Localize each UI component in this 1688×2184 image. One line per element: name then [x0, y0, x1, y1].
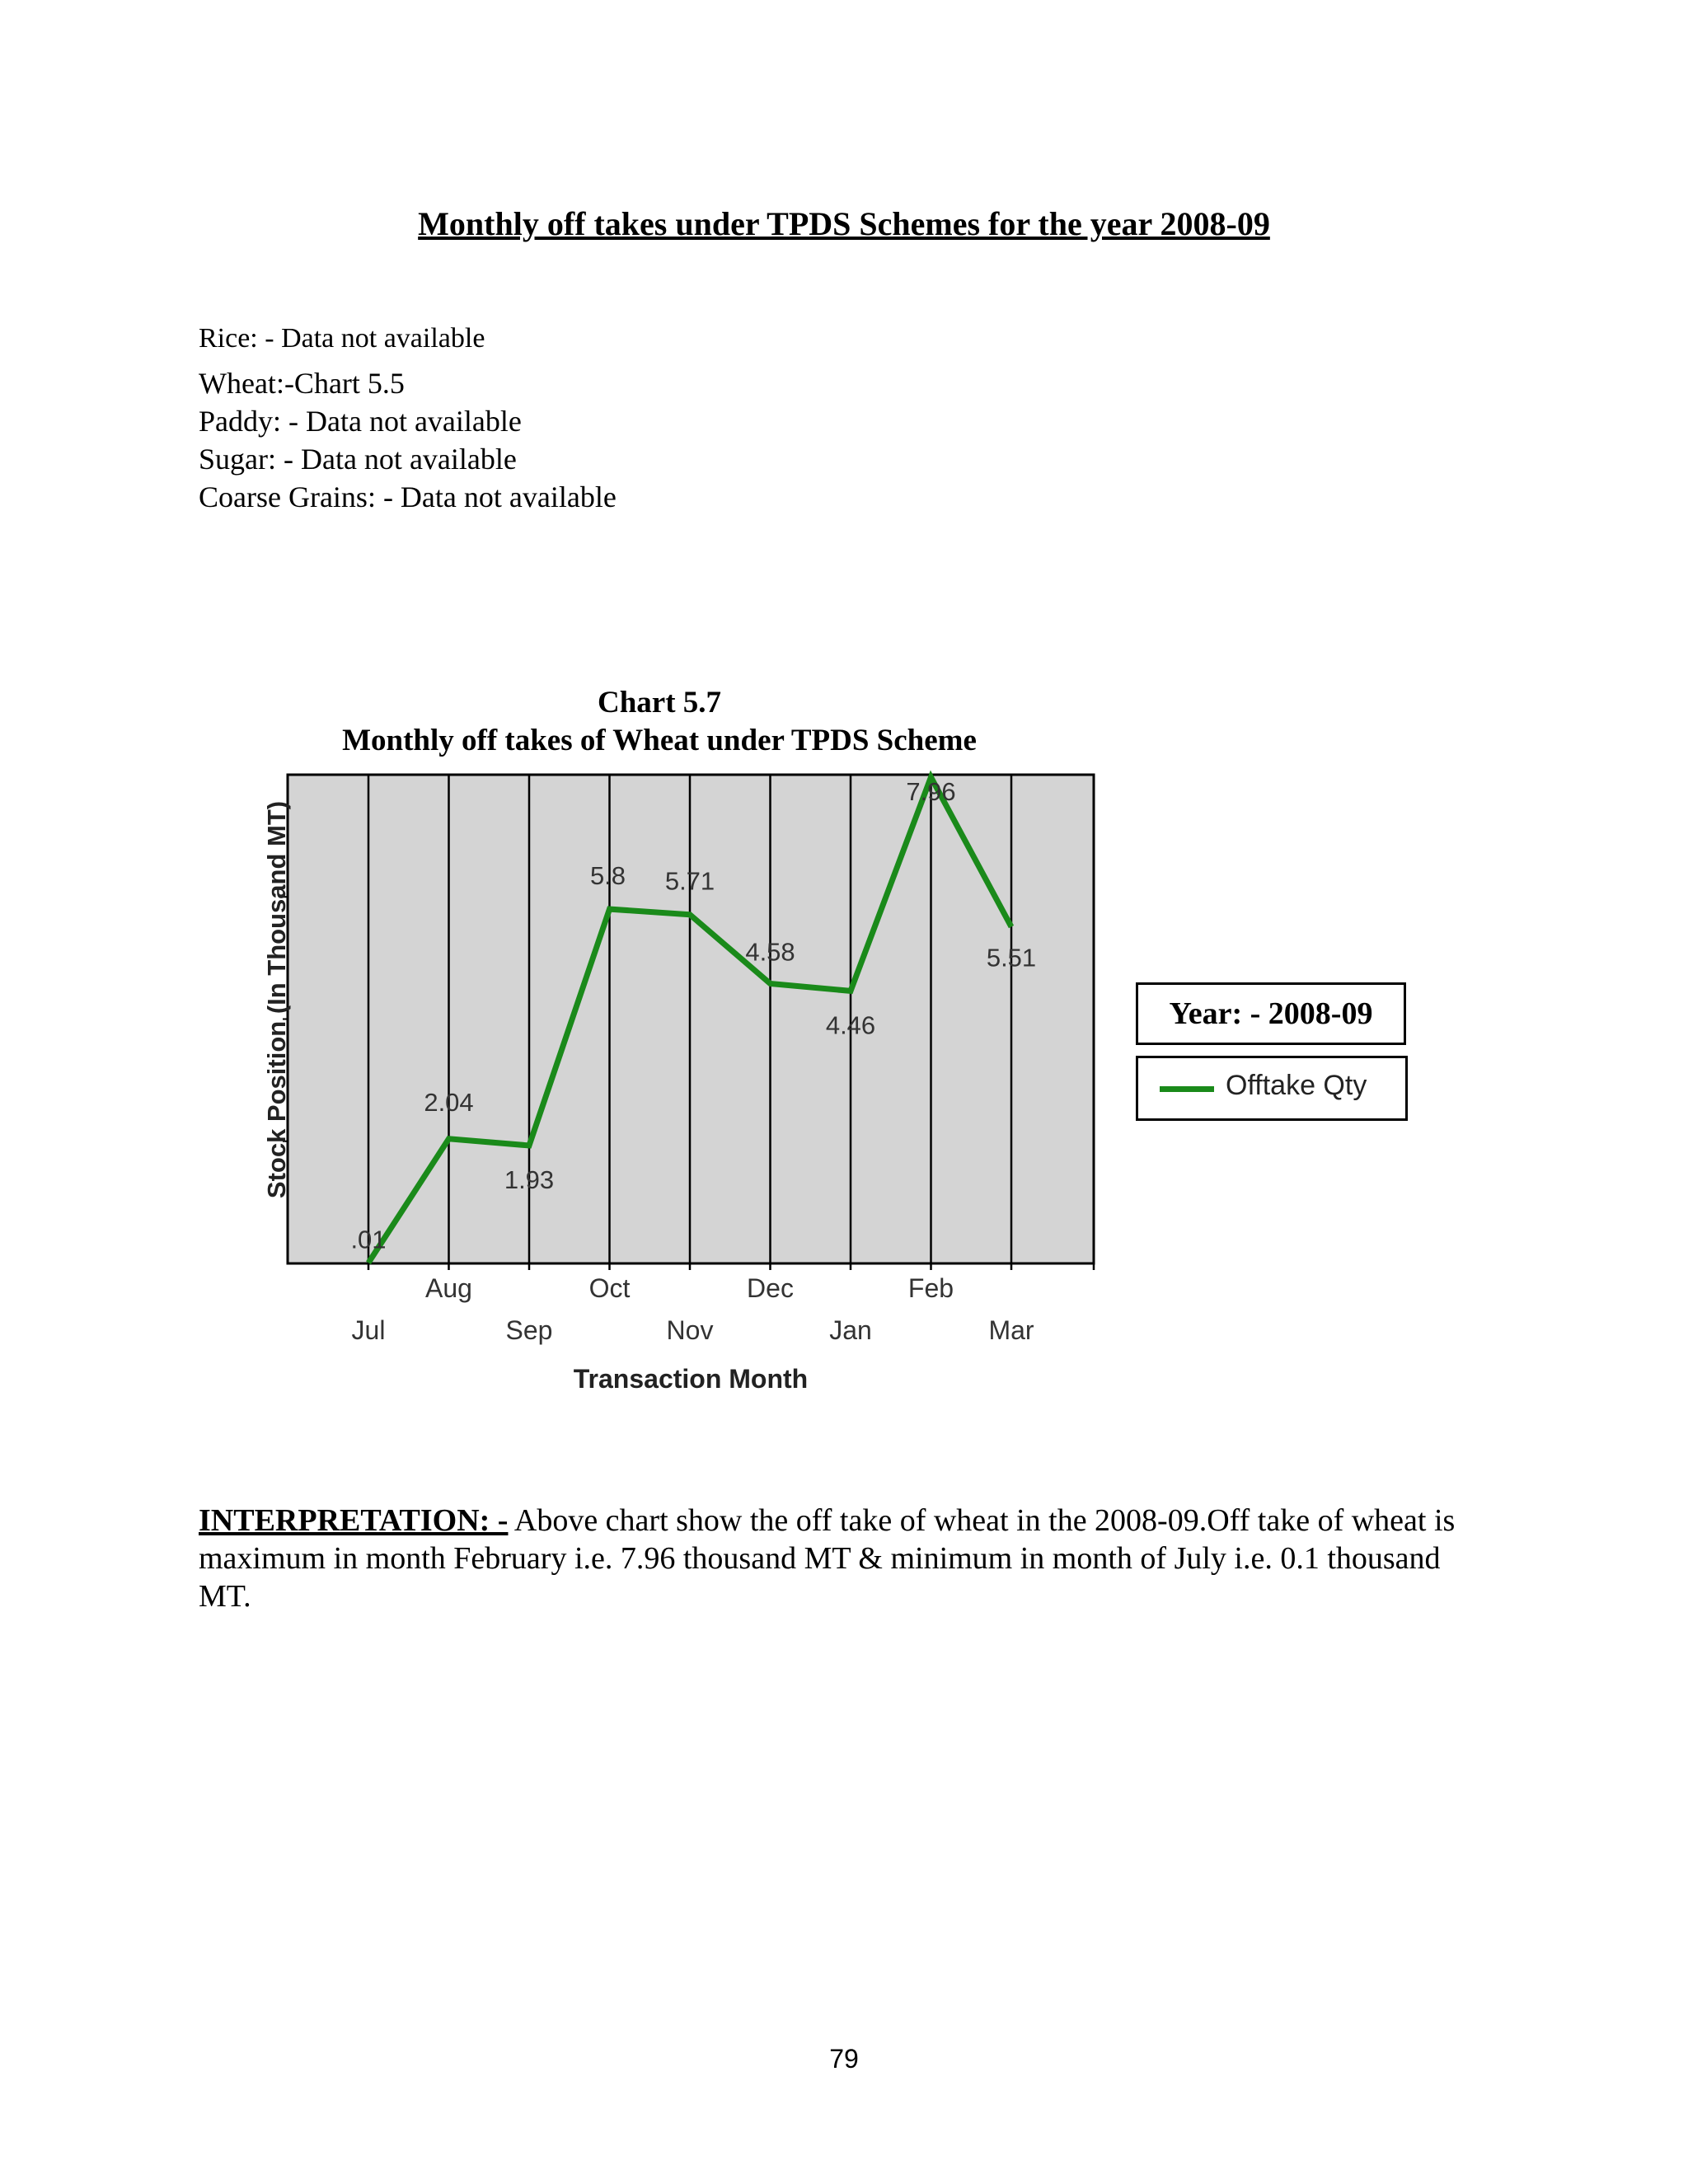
- commodity-wheat: Wheat:-Chart 5.5: [199, 367, 405, 400]
- page-heading: Monthly off takes under TPDS Schemes for the year 2008-09: [418, 205, 1270, 242]
- legend-year-box: Year: - 2008-09: [1136, 982, 1406, 1045]
- page-number: 79: [829, 2044, 859, 2074]
- x-tick-label: Nov: [666, 1315, 714, 1345]
- data-label: 5.71: [664, 866, 715, 896]
- data-label: 4.46: [825, 1010, 876, 1040]
- interpretation: [199, 1502, 1484, 1615]
- data-label: 1.93: [504, 1165, 555, 1194]
- x-tick-label: Jan: [829, 1315, 872, 1345]
- data-label: 5.51: [986, 943, 1037, 972]
- x-tick-label: Oct: [588, 1273, 631, 1303]
- legend-line-swatch: [1160, 1086, 1214, 1092]
- x-tick-label: Feb: [907, 1273, 954, 1303]
- commodity-paddy: Paddy: - Data not available: [199, 405, 522, 438]
- commodity-rice: Rice: - Data not available: [199, 323, 485, 354]
- commodity-sugar: Sugar: - Data not available: [199, 443, 517, 476]
- x-tick-label: Jul: [351, 1315, 386, 1345]
- x-tick-label: Sep: [505, 1315, 553, 1345]
- commodity-coarse-grains: Coarse Grains: - Data not available: [199, 480, 617, 513]
- data-label: 7.96: [906, 776, 956, 806]
- chart-number: Chart 5.7: [597, 686, 722, 719]
- data-label: 5.8: [589, 861, 626, 891]
- interpretation-label: INTERPRETATION: -: [199, 1503, 509, 1538]
- x-tick-label: Dec: [747, 1273, 794, 1303]
- data-label: 2.04: [424, 1087, 474, 1117]
- legend: [1136, 1056, 1408, 1121]
- data-label: 4.58: [745, 937, 795, 967]
- x-tick-label: Aug: [425, 1273, 472, 1303]
- x-axis-label: Transaction Month: [573, 1364, 809, 1394]
- chart-title: Monthly off takes of Wheat under TPDS Scheme: [342, 724, 977, 757]
- interpretation-text: Above chart show the off take of wheat in the 2008-09.Off take of wheat is maximum in month February i.e. 7.96 thousand MT & minimum in month of July i.e. 0.1 thousand MT.: [199, 1503, 1456, 1614]
- x-tick-label: Mar: [988, 1315, 1034, 1345]
- y-axis-label: Stock Position (In Thousand MT): [262, 800, 291, 1199]
- legend-series-label: Offtake Qty: [1226, 1070, 1367, 1101]
- data-label: .01: [350, 1225, 387, 1254]
